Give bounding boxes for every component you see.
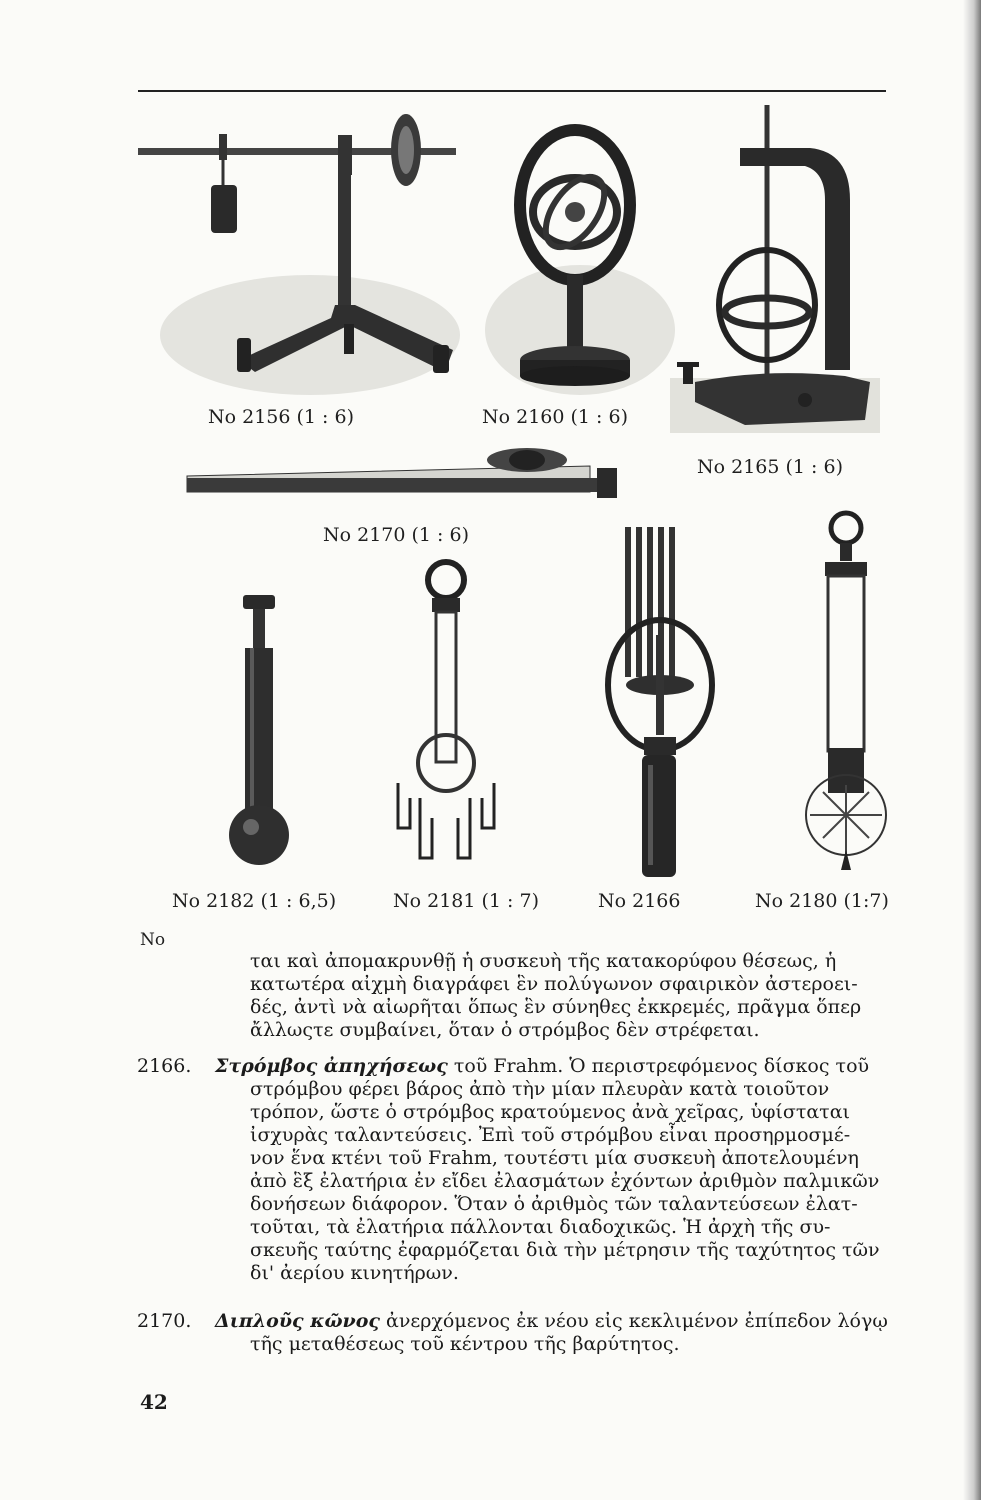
caption-2182: No 2182 (1 : 6,5) <box>172 890 337 912</box>
entry-2166-line: τοῦται, τὰ ἐλατήρια πάλλονται διαδοχικῶς. Ἡ ἀρχὴ τῆς συ- <box>250 1216 831 1238</box>
caption-2160: No 2160 (1 : 6) <box>482 406 628 428</box>
entry-2170-first-rest: ἀνερχόμενος ἐκ νέου εἰς κεκλιμένον ἐπίπεδον λόγῳ <box>379 1310 888 1332</box>
figure-2165-gyroscope-stand <box>665 100 885 445</box>
entry-2166-line: τρόπον, ὥστε ὁ στρόμβος κρατούμενος ἀνὰ χεῖρας, ὑφίσταται <box>250 1101 850 1123</box>
entry-number-2166: 2166. <box>137 1055 192 1077</box>
entry-2166-line: ἀπὸ ἓξ ἐλατήρια ἐν εἴδει ἐλασμάτων ἐχόντων ἀριθμὸν παλμικῶν <box>250 1170 880 1192</box>
caption-2166: No 2166 <box>598 890 681 912</box>
entry-2166-line: σκευῆς ταύτης ἐφαρμόζεται διὰ τὴν μέτρησιν τῆς ταχύτητος τῶν <box>250 1239 880 1261</box>
caption-2170: No 2170 (1 : 6) <box>323 524 469 546</box>
caption-2165: No 2165 (1 : 6) <box>697 456 843 478</box>
figure-2180-tube-star-tip <box>785 510 905 885</box>
entry-2166-line: στρόμβου φέρει βάρος ἀπὸ τὴν μίαν πλευρὰν κατὰ τοιοῦτον <box>250 1078 830 1100</box>
figure-2170-double-cone-rails <box>185 440 620 505</box>
entry-2166-first-line <box>215 1055 869 1078</box>
entry-2166-line: ἰσχυρὰς ταλαντεύσεις. Ἐπὶ τοῦ στρόμβου εἶναι προσηρμοσμέ- <box>250 1124 851 1146</box>
page-number: 42 <box>140 1390 168 1414</box>
figure-2160-gyroscope-gimbal <box>475 120 675 400</box>
entry-2166-term: Στρόμβος ἀπηχήσεως <box>215 1055 448 1077</box>
figure-2156-balance-apparatus <box>135 110 465 410</box>
figure-2181-ring-gyroscope <box>390 558 505 878</box>
continuation-line: ἄλλωςτε συμβαίνει, ὅταν ὁ στρόμβος δὲν στρέφεται. <box>250 1019 760 1041</box>
header-rule <box>138 90 886 92</box>
continuation-line: κατωτέρα αἰχμὴ διαγράφει ἓν πολύγωνον σφαιρικὸν ἀστεροει- <box>250 973 858 995</box>
entry-2166-first-rest: τοῦ Frahm. Ὁ περιστρεφόμενος δίσκος τοῦ <box>447 1055 870 1077</box>
caption-2180: No 2180 (1:7) <box>755 890 889 912</box>
stray-no-label: No <box>140 930 166 950</box>
entry-2166-line: νον ἕνα κτένι τοῦ Frahm, τουτέστι μία συσκευὴ ἀποτελουμένη <box>250 1147 859 1169</box>
entry-number-2170: 2170. <box>137 1310 192 1332</box>
continuation-line: ται καὶ ἀπομακρυνθῇ ἡ συσκευὴ τῆς κατακορύφου θέσεως, ἡ <box>250 950 837 972</box>
continuation-line: δές, ἀντὶ νὰ αἰωρῆται ὅπως ἓν σύνηθες ἐκκρεμές, πρᾶγμα ὅπερ <box>250 996 862 1018</box>
caption-2156: No 2156 (1 : 6) <box>208 406 354 428</box>
entry-2170-first-line <box>215 1310 888 1333</box>
entry-2166-line: δι' ἀερίου κινητήρων. <box>250 1262 459 1284</box>
entry-2166-line: δονήσεων διάφορον. Ὅταν ὁ ἀριθμὸς τῶν ταλαντεύσεων ἐλατ- <box>250 1193 858 1215</box>
caption-2181: No 2181 (1 : 7) <box>393 890 539 912</box>
figure-2182-rod-with-ball <box>225 593 295 878</box>
entry-2170-term: Διπλοῦς κῶνος <box>215 1310 380 1332</box>
figure-2166-resonance-gyroscope <box>600 525 720 880</box>
entry-2170-line: τῆς μεταθέσεως τοῦ κέντρου τῆς βαρύτητος. <box>250 1333 680 1355</box>
page-edge-shadow <box>963 0 981 1500</box>
